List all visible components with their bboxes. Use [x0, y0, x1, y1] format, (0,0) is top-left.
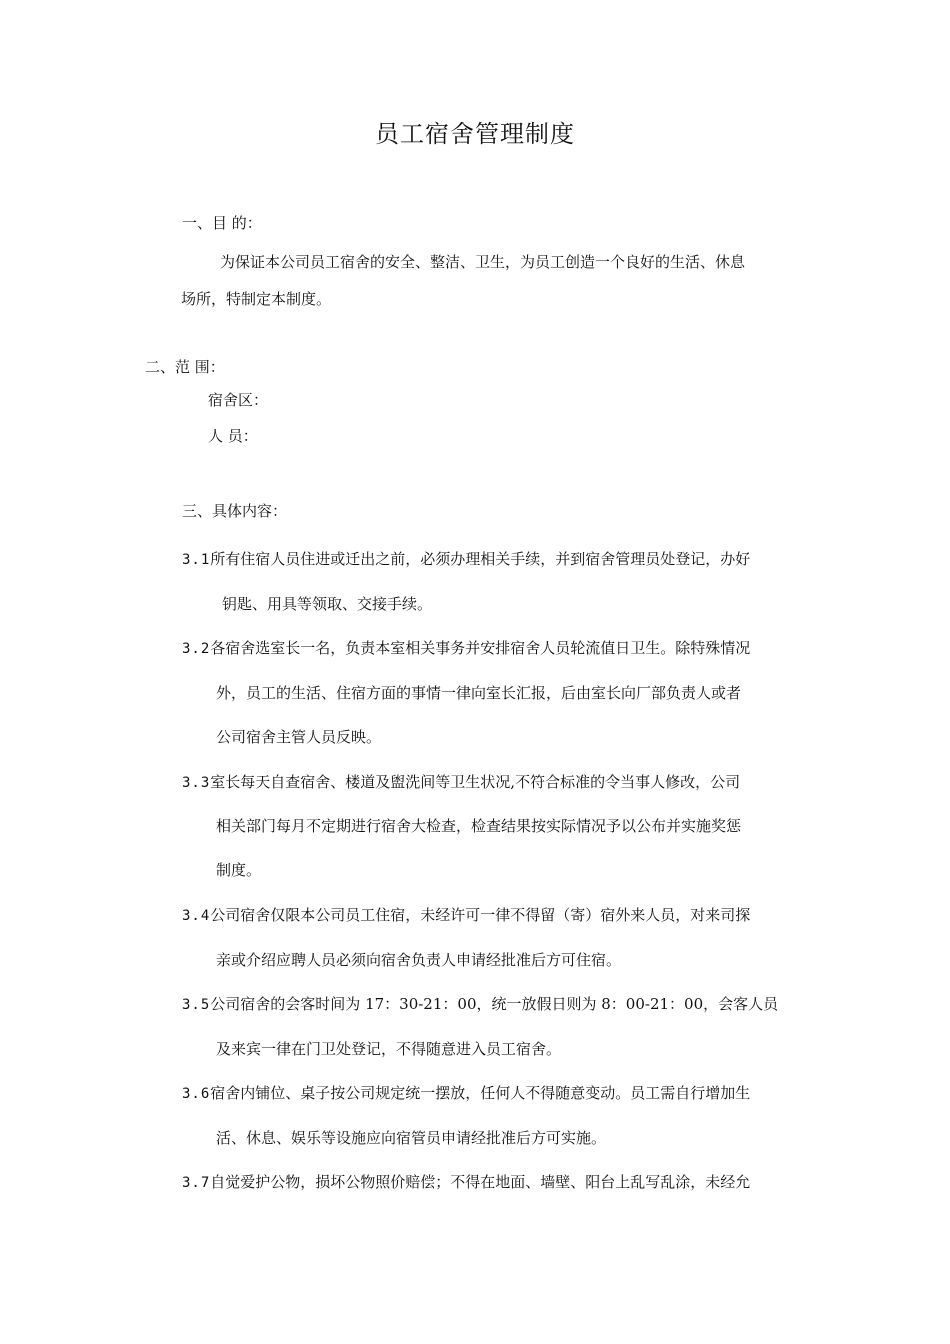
rule-item-continuation-line: 外，员工的生活、住宿方面的事情一律向室长汇报，后由室长向厂部负责人或者	[216, 684, 742, 702]
rule-number: 3.2	[182, 641, 211, 657]
section-heading-purpose: 一、目 的：	[182, 214, 262, 232]
rule-item-first-line	[182, 993, 778, 1016]
purpose-paragraph-line-2: 场所，特制定本制度。	[181, 290, 332, 308]
rule-number: 3.4	[182, 908, 211, 924]
rule-item-first-line	[182, 1082, 750, 1105]
document-title: 员工宿舍管理制度	[375, 120, 575, 148]
scope-dorm-area: 宿舍区：	[208, 391, 269, 409]
rule-number: 3.6	[182, 1086, 211, 1102]
scope-personnel: 人 员：	[208, 427, 258, 445]
rule-item-continuation-line: 公司宿舍主管人员反映。	[216, 728, 382, 746]
rule-item-first-line	[182, 637, 750, 660]
rule-item-continuation-line: 相关部门每月不定期进行宿舍大检查，检查结果按实际情况予以公布并实施奖惩	[216, 817, 742, 835]
rule-item-first-line	[182, 904, 750, 927]
rule-text: 各宿舍选室长一名，负责本室相关事务并安排宿舍人员轮流值日卫生。除特殊情况	[210, 639, 751, 657]
rule-text: 公司宿舍仅限本公司员工住宿，未经许可一律不得留（寄）宿外来人员，对来司探	[210, 906, 751, 924]
rule-item-continuation-line: 活、休息、娱乐等设施应向宿管员申请经批准后方可实施。	[216, 1129, 607, 1147]
rule-text: 室长每天自查宿舍、楼道及盥洗间等卫生状况,不符合标准的令当事人修改，公司	[210, 773, 741, 791]
rule-item-first-line	[182, 1171, 750, 1194]
purpose-paragraph-line-1: 为保证本公司员工宿舍的安全、整洁、卫生，为员工创造一个良好的生活、休息	[220, 253, 746, 271]
section-heading-scope: 二、范 围：	[145, 358, 225, 376]
rule-text: 自觉爱护公物，损坏公物照价赔偿；不得在地面、墙壁、阳台上乱写乱涂，未经允	[210, 1173, 751, 1191]
rule-item-continuation-line: 亲或介绍应聘人员必须向宿舍负责人申请经批准后方可住宿。	[216, 951, 622, 969]
rule-number: 3.3	[182, 775, 211, 791]
rule-text: 宿舍内铺位、桌子按公司规定统一摆放，任何人不得随意变动。员工需自行增加生	[210, 1084, 751, 1102]
rule-number: 3.7	[182, 1175, 211, 1191]
rule-item-continuation-line: 制度。	[216, 861, 262, 879]
rule-item-first-line	[182, 548, 750, 571]
rule-number: 3.1	[182, 552, 211, 568]
rule-item-first-line	[182, 771, 740, 794]
rule-item-continuation-line: 及来宾一律在门卫处登记，不得随意进入员工宿舍。	[216, 1040, 562, 1058]
section-heading-content: 三、具体内容：	[182, 502, 288, 520]
rule-text: 公司宿舍的会客时间为 17：30-21：00，统一放假日则为 8：00-21：00，会客人员	[210, 995, 779, 1013]
rule-text: 所有住宿人员住进或迁出之前，必须办理相关手续，并到宿舍管理员处登记，办好	[210, 550, 751, 568]
rule-item-continuation-line: 钥匙、用具等领取、交接手续。	[222, 595, 433, 613]
rule-number: 3.5	[182, 997, 211, 1013]
